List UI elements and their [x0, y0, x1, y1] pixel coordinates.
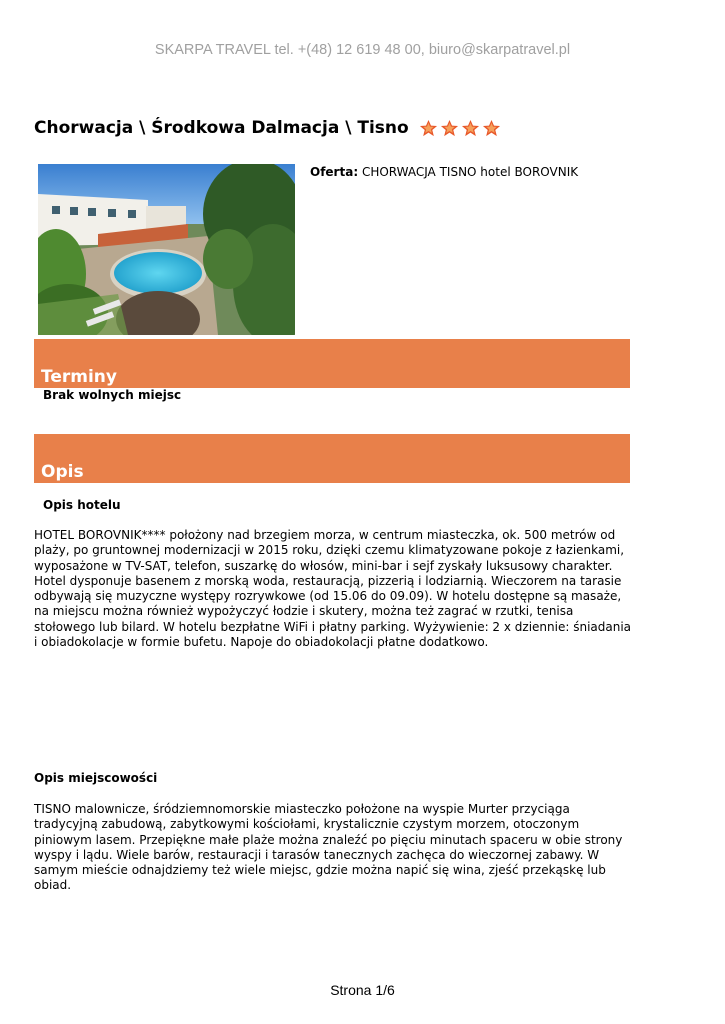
star-icon: [419, 119, 438, 138]
offer-label: Oferta:: [310, 165, 359, 179]
hotel-pool-image: [38, 164, 295, 335]
description-heading: Opis: [41, 462, 84, 482]
star-icon: [440, 119, 459, 138]
offer-value: CHORWACJA TISNO hotel BOROVNIK: [358, 165, 579, 179]
hotel-photo: [38, 164, 295, 335]
place-description-text: TISNO malownicze, śródziemnomorskie miasteczko położone na wyspie Murter przyciąga tradycyjną zabudową, zabytkowymi kościołami, krystalicznie czystym morzem, otoczonym piniowym lasem. Przepiękne małe plaże można znaleźć po pięciu minutach spaceru w obie strony wyspy i lądu. Wiele barów, restauracji i tarasów tanecznych zachęca do wieczornej zabawy. W samym mieście odnajdziemy też wiele miejsc, gdzie można napić się wina, zjeść przekąskę lub obiad.: [34, 802, 623, 893]
star-rating: [419, 119, 503, 138]
star-icon: [482, 119, 501, 138]
hotel-description-heading: Opis hotelu: [43, 498, 121, 512]
terms-status: Brak wolnych miejsc: [43, 388, 182, 402]
terms-section-band: [34, 339, 630, 388]
place-description-heading: Opis miejscowości: [34, 771, 158, 785]
page-title: Chorwacja \ Środkowa Dalmacja \ Tisno: [34, 118, 409, 138]
description-section-band: [34, 434, 630, 483]
offer-line: [310, 165, 578, 179]
star-icon: [461, 119, 480, 138]
terms-heading: Terminy: [41, 367, 117, 387]
page-number: Strona 1/6: [330, 982, 395, 998]
title-row: [34, 115, 503, 141]
hotel-description-text: HOTEL BOROVNIK**** położony nad brzegiem morza, w centrum miasteczka, ok. 500 metrów od plaży, po gruntownej modernizacji w 2015 roku, dzięki czemu klimatyzowane pokoje z łazienkami, wyposażone w TV-SAT, telefon, suszarkę do włosów, mini-bar i sejf zyskały luksusowy charakter. Hotel dysponuje basenem z morską woda, restauracją, pizzerią i lodziarnią. Wieczorem na tarasie odbywają się muzyczne występy rozrywkowe (od 15.06 do 09.09). W hotelu dostępne są masaże, na miejscu można również wypożyczyć łodzie i skutery, można też zagrać w rzutki, tenisa stołowego lub bilard. W hotelu bezpłatne WiFi i płatny parking. Wyżywienie: 2 x dziennie: śniadania i obiadokolacje w formie bufetu. Napoje do obiadokolacji płatne dodatkowo.: [34, 528, 632, 650]
header-contact: SKARPA TRAVEL tel. +(48) 12 619 48 00, biuro@skarpatravel.pl: [154, 42, 571, 58]
